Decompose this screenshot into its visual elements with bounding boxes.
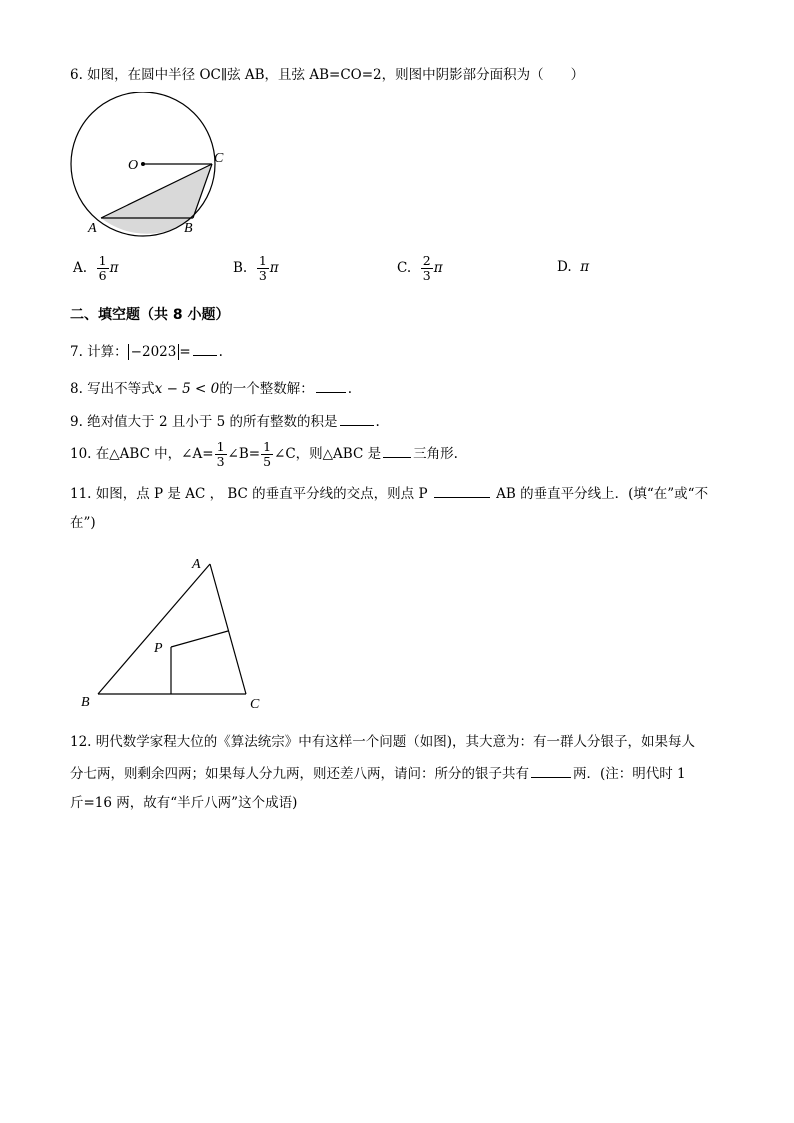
q9: 9. 绝对值大于 2 且小于 5 的所有整数的积是 . <box>70 414 380 430</box>
q11-line-2: 在”) <box>70 515 96 531</box>
perp-to-ac <box>171 631 228 647</box>
q11-triangle-figure <box>74 550 274 720</box>
q7: 7. 计算： −2023 = . <box>70 344 223 360</box>
q9-answer-blank[interactable] <box>340 412 374 426</box>
label-c: C <box>250 697 260 712</box>
label-b: B <box>184 221 193 236</box>
q7-answer-blank[interactable] <box>193 342 217 356</box>
q11-answer-blank[interactable] <box>434 484 490 498</box>
label-a: A <box>192 557 201 572</box>
center-dot <box>141 162 145 166</box>
side-ac <box>210 564 246 694</box>
label-p: P <box>154 641 163 656</box>
abs-value: −2023 <box>128 344 180 360</box>
q10-frac-2: $\frac{1}{5}$ <box>263 439 272 469</box>
q12-line-3: 斤=16 两，故有“半斤八两”这个成语) <box>70 795 298 811</box>
q6-stem: 6. 如图，在圆中半径 OC∥弦 AB，且弦 AB=CO=2，则图中阴影部分面积为（ ） <box>70 67 585 83</box>
q6-circle-figure <box>68 92 228 242</box>
q12-line-2: 分七两，则剩余四两；如果每人分九两，则还差八两，请问：所分的银子共有 两．(注：明代时 1 <box>70 766 686 782</box>
frac-c: $\frac{2}{3}$ <box>422 253 431 283</box>
q10-answer-blank[interactable] <box>383 444 411 458</box>
q6-option-c[interactable]: C. $\frac{2}{3}$ π <box>397 253 443 283</box>
q12-line-1: 12. 明代数学家程大位的《算法统宗》中有这样一个问题（如图)，其大意为：有一群人分银子，如果每人 <box>70 734 696 750</box>
q6-option-d[interactable]: D. π <box>557 259 590 275</box>
shaded-region <box>101 164 212 234</box>
label-c: C <box>214 151 224 166</box>
q10-frac-1: $\frac{1}{3}$ <box>216 439 225 469</box>
q6-option-a[interactable]: A. $\frac{1}{6}$ π <box>73 253 119 283</box>
label-b: B <box>81 695 90 710</box>
q8: 8. 写出不等式x − 5 < 0的一个整数解： . <box>70 381 353 397</box>
label-a: A <box>88 221 97 236</box>
q8-answer-blank[interactable] <box>316 379 346 393</box>
q6-option-b[interactable]: B. $\frac{1}{3}$ π <box>233 253 279 283</box>
section-heading: 二、填空题（共 8 小题） <box>70 307 230 323</box>
frac-a: $\frac{1}{6}$ <box>98 253 107 283</box>
label-o: O <box>128 158 139 173</box>
q12-answer-blank[interactable] <box>531 764 571 778</box>
side-ab <box>98 564 210 694</box>
frac-b: $\frac{1}{3}$ <box>258 253 267 283</box>
q10: 10. 在△ABC 中，∠A= $\frac{1}{3}$ ∠B= $\frac{1}{5}$ ∠C，则△ABC 是 三角形. <box>70 439 458 469</box>
q11-line-1: 11. 如图，点 P 是 AC ， BC 的垂直平分线的交点，则点 P AB 的垂直平分线上．(填“在”或“不 <box>70 486 709 502</box>
